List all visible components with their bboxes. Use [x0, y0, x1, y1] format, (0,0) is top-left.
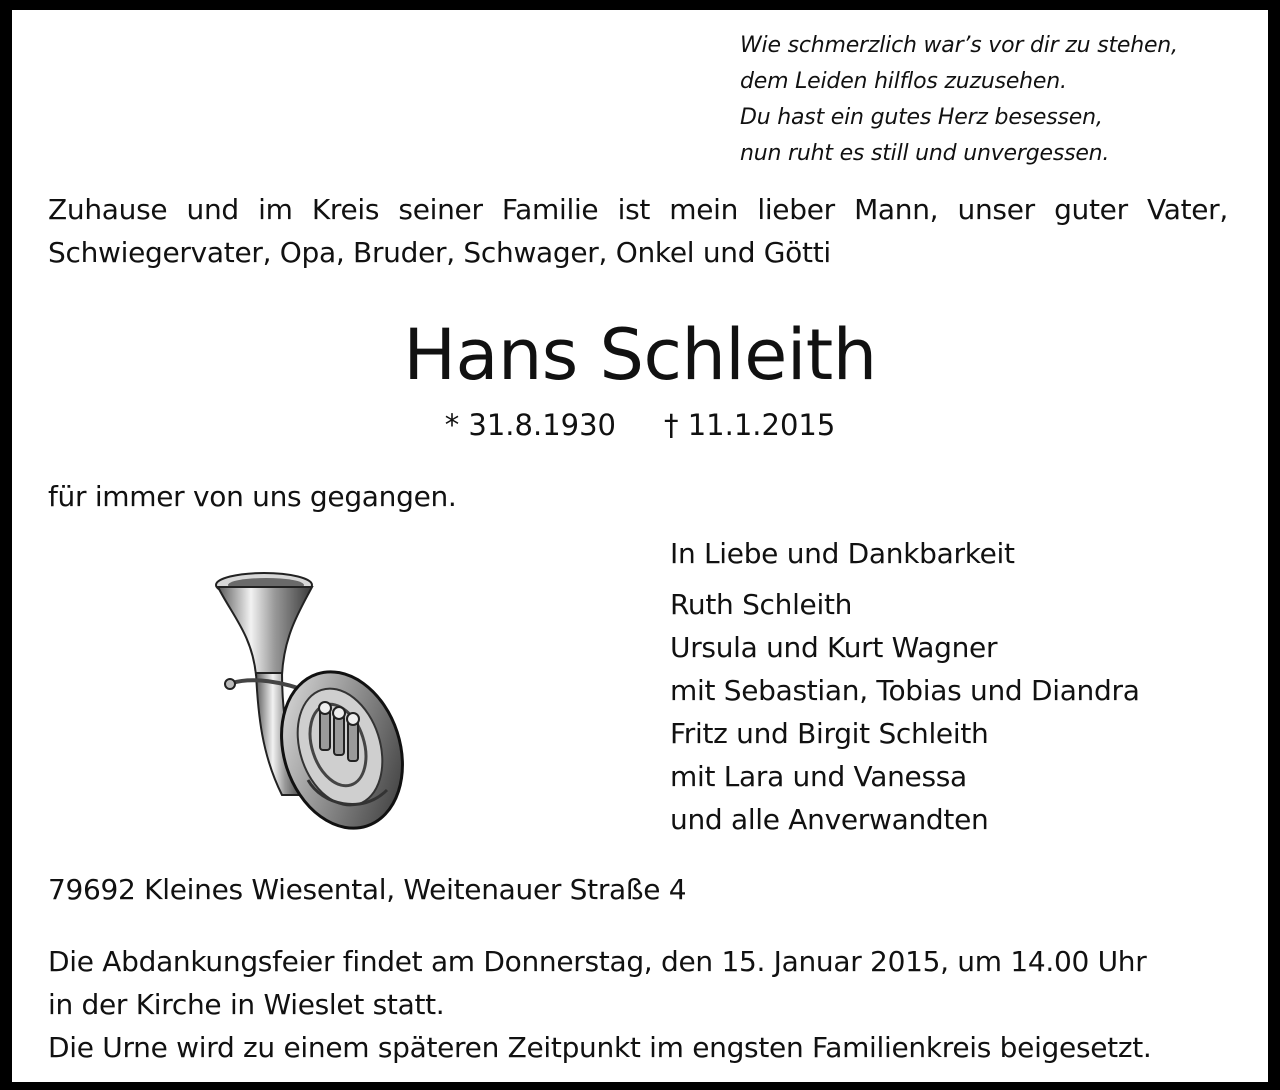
signer-line: und alle Anverwandten	[670, 803, 989, 836]
address: 79692 Kleines Wiesental, Weitenauer Straße 4	[48, 873, 687, 906]
birth-date: * 31.8.1930	[444, 408, 616, 442]
signer-line: mit Lara und Vanessa	[670, 760, 967, 793]
ceremony-info	[48, 940, 1238, 1069]
ceremony-line: Die Abdankungsfeier findet am Donnerstag, den 15. Januar 2015, um 14.00 Uhr	[48, 945, 1147, 978]
signer-line: Ursula und Kurt Wagner	[670, 631, 998, 664]
signer-line: mit Sebastian, Tobias und Diandra	[670, 674, 1140, 707]
signer-line: Fritz und Birgit Schleith	[670, 717, 989, 750]
ceremony-line: in der Kirche in Wieslet statt.	[48, 988, 445, 1021]
obituary-notice	[12, 10, 1268, 1082]
ceremony-line: Die Urne wird zu einem späteren Zeitpunkt im engsten Familienkreis beigesetzt.	[48, 1031, 1152, 1064]
life-dates	[12, 405, 1268, 445]
signer-line: Ruth Schleith	[670, 588, 853, 621]
poem-line: Wie schmerzlich war’s vor dir zu stehen,	[740, 33, 1178, 58]
tuba-icon	[212, 565, 412, 835]
signers-lead: In Liebe und Dankbarkeit	[670, 537, 1015, 570]
poem-line: dem Leiden hilflos zuzusehen.	[740, 69, 1067, 94]
poem	[740, 28, 1240, 172]
intro-text: Zuhause und im Kreis seiner Familie ist mein lieber Mann, unser guter Vater, Schwiegervater, Opa, Bruder, Schwager, Onkel und Götti	[48, 193, 1228, 269]
passing-text: für immer von uns gegangen.	[48, 480, 457, 513]
signers	[670, 532, 1140, 841]
deceased-name: Hans Schleith	[403, 314, 877, 396]
poem-line: Du hast ein gutes Herz besessen,	[740, 105, 1103, 130]
poem-line: nun ruht es still und unvergessen.	[740, 141, 1110, 166]
death-date: † 11.1.2015	[664, 408, 836, 442]
